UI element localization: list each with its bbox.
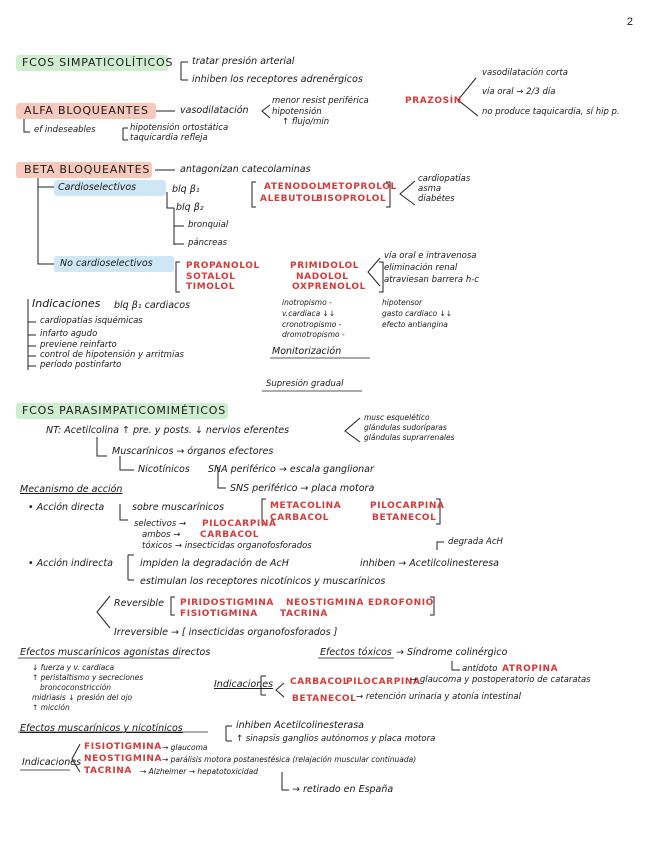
beta-indication: infarto agudo — [40, 329, 98, 339]
nt-target: glándulas suprarrenales — [364, 433, 455, 442]
beta-suppression: Supresión gradual — [266, 379, 344, 389]
cardio-indication: diabétes — [418, 194, 455, 204]
muscarinic-effect: ↓ fuerza y v. cardiaca — [32, 663, 115, 672]
drug-pilocarpina: PILOCARPINA — [370, 501, 445, 511]
non-cardio-note: eliminación renal — [384, 263, 458, 273]
beta-effect-mid: inotropismo - — [282, 298, 332, 307]
beta-indication: control de hipotensión y arritmias — [40, 350, 184, 360]
drug-oxprenolol: OXPRENOLOL — [292, 282, 366, 292]
drug-tacrina-ind: TACRINA — [84, 766, 132, 776]
beta-indication: período postinfarto — [40, 360, 122, 370]
indication2-text: → parálisis motora postanestésica (relajación muscular continuada) — [162, 755, 417, 764]
drug-carbacol: CARBACOL — [270, 513, 330, 523]
drug-piridostigmina: PIRIDOSTIGMINA — [180, 598, 274, 608]
sympatholytics-item: tratar presión arterial — [192, 56, 295, 67]
page-number: 2 — [626, 16, 633, 28]
indication-text: → retención urinaria y atonía intestinal — [356, 692, 521, 702]
nt-line: NT: Acetilcolina ↑ pre. y posts. ↓ nervios eferentes — [46, 425, 290, 436]
indication-text: → glaucoma y postoperatorio de cataratas — [410, 675, 591, 685]
beta-indication: previene reinfarto — [40, 340, 117, 350]
musc-nic-effects-label: Efectos muscarínicos y nicotínicos — [20, 723, 183, 734]
parasympathomimetics-heading: FCOS PARASIMPATICOMIMÉTICOS — [22, 404, 227, 417]
beta-indications-label: Indicaciones — [32, 297, 101, 310]
alpha-effect: hipotensión — [272, 107, 322, 117]
muscarinic-effect: broncoconstricción — [40, 683, 112, 692]
b2-item: páncreas — [188, 238, 228, 248]
drug-atenodol: ATENODOL — [264, 182, 324, 192]
drug-alebutol: ALEBUTOL — [260, 194, 318, 204]
indications-label: Indicaciones — [214, 679, 274, 690]
drug-nadolol: NADOLOL — [296, 272, 349, 282]
cardioselective-label: Cardioselectivos — [58, 182, 137, 193]
toxic-effects-label: Efectos tóxicos — [320, 647, 392, 658]
retirado-line: → retirado en España — [292, 784, 394, 795]
nt-target: glándulas sudoríparas — [364, 423, 447, 432]
drug-pilocarpina-selective: PILOCARPINA — [202, 519, 277, 529]
beta-effect-right: hipotensor — [382, 298, 423, 307]
beta-effect-mid: dromotropismo - — [282, 330, 345, 339]
muscarinic-line: Muscarínicos → órganos efectores — [112, 446, 274, 457]
muscarinic-effect: ↑ peristaltismo y secreciones — [32, 673, 144, 682]
cardio-indication: cardiopatías — [418, 174, 471, 184]
prazosin-note: vasodilatación corta — [482, 68, 568, 78]
non-cardio-note: atraviesan barrera h-c — [384, 275, 479, 285]
blq-b1: blq β₁ — [172, 184, 200, 195]
indication2-text: → glaucoma — [162, 743, 208, 752]
nt-target: musc esquelético — [364, 413, 430, 422]
musc-nic-item: ↑ sinapsis ganglios autónomos y placa motora — [236, 734, 436, 744]
indirect-item: estimulan los receptores nicotínicos y muscarínicos — [140, 576, 386, 587]
direct-action-arrow: sobre muscarínicos — [132, 502, 225, 513]
beta-effect-mid: cronotropismo - — [282, 320, 342, 329]
drug-bisoprolol: BISOPROLOL — [316, 194, 387, 204]
drug-carbacol-both: CARBACOL — [200, 530, 260, 540]
toxicos-line: tóxicos → insecticidas organofosforados — [142, 541, 312, 551]
beta-indication: cardiopatías isquémicas — [40, 316, 143, 326]
alpha-blockers-heading: ALFA BLOQUEANTES — [24, 104, 149, 117]
drug-neostigmina: NEOSTIGMINA — [286, 598, 365, 608]
drug-metacolina: METACOLINA — [270, 501, 342, 511]
drug-carbacol-ind: CARBACOL — [290, 677, 350, 687]
drug-betanecol-ind: BETANECOL — [292, 694, 357, 704]
beta-effect-right: gasto cardiaco ↓↓ — [382, 309, 453, 318]
drug-timolol: TIMOLOL — [186, 282, 236, 292]
alpha-undesirable-item: taquicardia refleja — [130, 133, 208, 143]
selectivos-label: selectivos → — [134, 519, 187, 529]
drug-atropina: ATROPINA — [502, 664, 559, 674]
mechanism-label: Mecanismo de acción — [20, 484, 123, 495]
musc-nic-item: inhiben Acetilcolinesterasa — [236, 720, 365, 731]
drug-sotalol: SOTALOL — [186, 272, 236, 282]
cholinergic-syndrome: → Síndrome colinérgico — [396, 647, 508, 658]
non-cardio-note: vía oral e intravenosa — [384, 251, 477, 261]
beta-effect-mid: v.cardiaca ↓↓ — [282, 309, 336, 318]
blq-b2: blq β₂ — [176, 202, 204, 213]
cardio-indication: asma — [418, 184, 442, 194]
drug-tacrina: TACRINA — [280, 609, 328, 619]
muscarinic-effect: midriasis ↓ presión del ojo — [32, 693, 133, 702]
alpha-vasodilation: vasodilatación — [180, 105, 249, 116]
nicotinic-label: Nicotínicos — [138, 464, 190, 475]
drug-betanecol: BETANECOL — [372, 513, 437, 523]
alpha-effect: ↑ flujo/min — [282, 117, 330, 127]
sympatholytics-heading: FCOS SIMPATICOLÍTICOS — [22, 56, 174, 69]
sns-line: SNS periférico → placa motora — [230, 483, 375, 494]
prazosin-note: vía oral → 2/3 día — [482, 87, 556, 97]
degrada-ach: degrada AcH — [448, 537, 503, 547]
alpha-undesirable-label: ef indeseables — [34, 125, 96, 135]
muscarinic-effects-label: Efectos muscarínicos agonistas directos — [20, 647, 211, 658]
prazosin-note: no produce taquicardia, sí hip p. — [482, 107, 620, 117]
antidote-label: antídoto — [462, 664, 498, 674]
beta-indications-arrow: blq β₁ cardiacos — [114, 300, 191, 311]
sna-line: SNA periférico → escala ganglionar — [208, 464, 374, 475]
drug-fisiotigmina: FISIOTIGMINA — [180, 609, 258, 619]
non-cardioselective-label: No cardioselectivos — [60, 258, 153, 269]
sympatholytics-item: inhiben los receptores adrenérgicos — [192, 74, 363, 85]
drug-prazosin: PRAZOSÍN — [405, 96, 462, 106]
drug-pilocarpina-ind: PILOCARPINA — [346, 677, 421, 687]
indication2-text: → Alzheimer → hepatotoxicidad — [140, 767, 258, 776]
direct-action-label: • Acción directa — [28, 502, 105, 513]
beta-effect-right: efecto antiangina — [382, 320, 448, 329]
alpha-undesirable-item: hipotensión ortostática — [130, 123, 229, 133]
indirect-item: impiden la degradación de AcH — [140, 558, 289, 569]
drug-fisiotigmina-ind: FISIOTIGMINA — [84, 742, 162, 752]
reversible-label: Reversible — [114, 598, 164, 609]
beta-blockers-heading: BETA BLOQUEANTES — [24, 163, 151, 176]
irreversible-line: Irreversible → [ insecticidas organofosforados ] — [114, 627, 338, 638]
inhiben-line: inhiben → Acetilcolinesteresa — [360, 558, 500, 569]
drug-primidolol: PRIMIDOLOL — [290, 261, 360, 271]
b2-item: bronquial — [188, 220, 229, 230]
drug-propanolol: PROPANOLOL — [186, 261, 260, 271]
indirect-action-label: • Acción indirecta — [28, 558, 113, 569]
beta-antagonize: antagonizan catecolaminas — [180, 164, 311, 175]
muscarinic-effect: ↑ micción — [32, 703, 70, 712]
ambos-label: ambos → — [142, 530, 181, 540]
drug-neostigmina-ind: NEOSTIGMINA — [84, 754, 163, 764]
drug-edrofonio: EDROFONIO — [368, 598, 434, 608]
beta-monitoring: Monitorización — [272, 346, 342, 357]
drug-metoprolol: METOPROLOL — [322, 182, 397, 192]
alpha-effect: menor resist periférica — [272, 96, 369, 106]
indications2-label: Indicaciones — [22, 757, 82, 768]
